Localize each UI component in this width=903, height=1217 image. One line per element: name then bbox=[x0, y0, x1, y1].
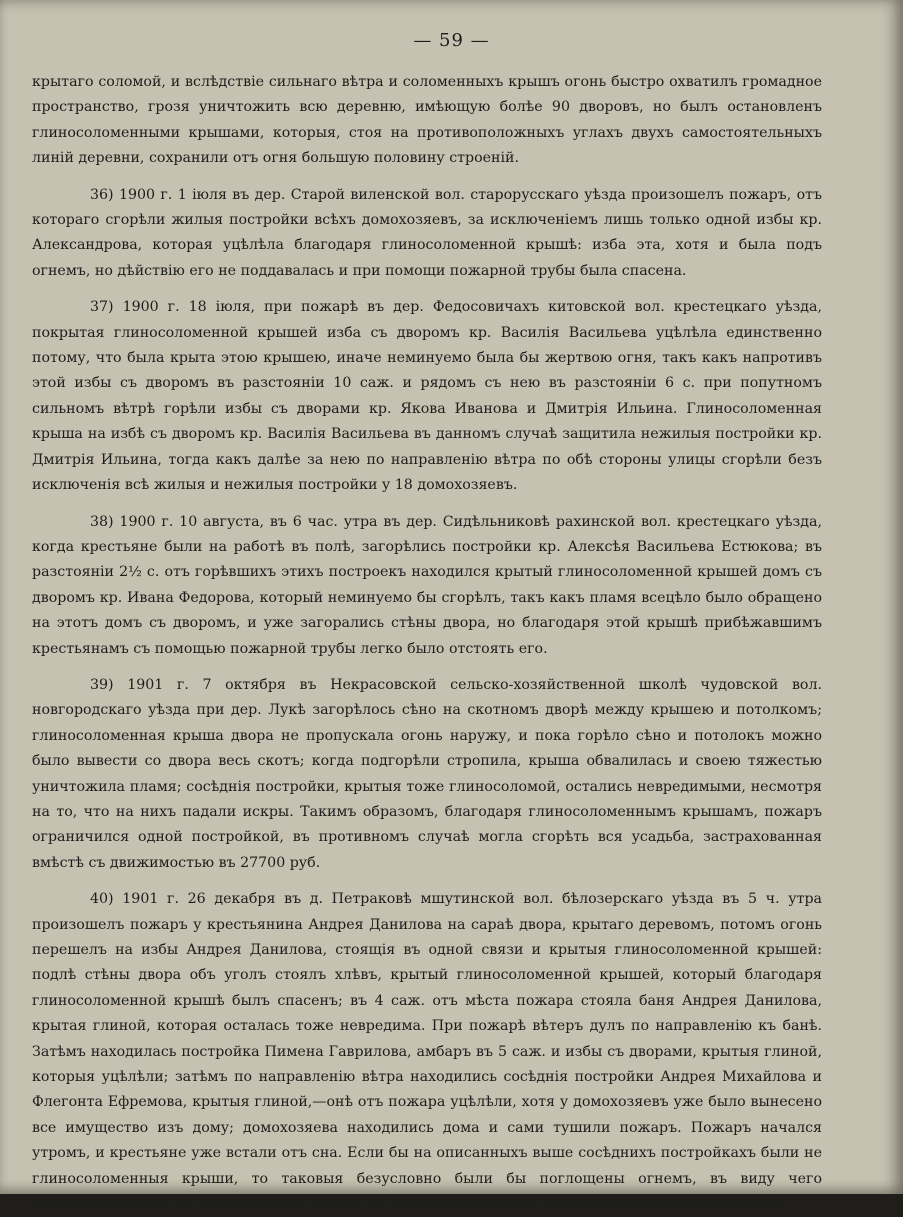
paragraph-40: 40) 1901 г. 26 декабря въ д. Петраковѣ мшутинской вол. бѣлозерскаго уѣзда въ 5 ч. утра произошелъ пожаръ у крестьянина Андрея Данилова на сараѣ двора, крытаго деревомъ, потомъ огонь перешелъ на избы Андрея Данилова, стоящія въ одной связи и крытыя глиносоломенной крышей: подлѣ стѣны двора объ уголъ стоялъ хлѣвъ, крытый глиносоломенной крышей, который благодаря глиносоломенной крышѣ былъ спасенъ; въ 4 саж. отъ мѣста пожара стояла баня Андрея Данилова, крытая глиной, которая осталась тоже невредима. При пожарѣ вѣтеръ дулъ по направленію къ банѣ. Затѣмъ находилась постройка Пимена Гаврилова, амбаръ въ 5 саж. и избы съ дворами, крытыя глиной, которыя уцѣлѣли; затѣмъ по направленію вѣтра находились сосѣднія постройки Андрея Михайлова и Флегонта Ефремова, крытыя глиной,—онѣ отъ пожара уцѣлѣли, хотя у домохозяевъ уже было вынесено все имущество изъ дому; домохозяева находились дома и сами тушили пожаръ. Пожаръ начался утромъ, и крестьяне уже встали отъ сна. Если бы на описанныхъ выше сосѣднихъ постройкахъ были не глиносоломенныя крыши, то таковыя безусловно были бы поглощены огнемъ, въ виду чего распространеніе глиносоломенныхъ крышъ въ противопожарномъ отношеніи крайне желательно и bbox=[32, 891, 822, 1213]
paragraph-36: 36) 1900 г. 1 іюля въ дер. Старой виленской вол. старорусскаго уѣзда произошелъ пожаръ, отъ котораго сгорѣли жилыя постройки всѣхъ домохозяевъ, за исключеніемъ лишь только одной избы кр. Александрова, которая уцѣлѣла благодаря глиносоломенной крышѣ: изба эта, хотя и была подъ огнемъ, но дѣйствію его не поддавалась и при помощи пожарной трубы была спасена. bbox=[32, 186, 822, 279]
paragraph-37: 37) 1900 г. 18 іюля, при пожарѣ въ дер. Федосовичахъ китовской вол. крестецкаго уѣзда, покрытая глиносоломенной крышей изба съ дворомъ кр. Василія Васильева уцѣлѣла единственно потому, что была крыта этою крышею, иначе неминуемо была бы жертвою огня, такъ какъ напротивъ этой избы съ дворомъ въ разстояніи 10 саж. и рядомъ съ нею въ разстояніи 6 с. при попутномъ сильномъ вѣтрѣ горѣли избы съ дворами кр. Якова Иванова и Дмитрія Ильина. Глиносоломенная крыша на избѣ съ дворомъ кр. Василія Васильева въ данномъ случаѣ защитила нежилыя постройки кр. Дмитрія Ильина, тогда какъ далѣе за нею по направленію вѣтра по обѣ стороны улицы сгорѣли безъ исключенія всѣ жилыя и нежилыя постройки у 18 домохозяевъ. bbox=[32, 299, 822, 494]
paragraph-38: 38) 1900 г. 10 августа, въ 6 час. утра въ дер. Сидѣльниковѣ рахинской вол. крестецкаго уѣзда, когда крестьяне были на работѣ въ полѣ, загорѣлись постройки кр. Алексѣя Васильева Естюкова; въ разстояніи 2½ с. отъ горѣвшихъ этихъ построекъ находился крытый глиносоломенной крышей домъ съ дворомъ кр. Ивана Федорова, который неминуемо бы сгорѣлъ, такъ какъ пламя всецѣло было обращено на этотъ домъ съ дворомъ, и уже загорались стѣны двора, но благодаря этой крышѣ прибѣжавшимъ крестьянамъ съ помощью пожарной трубы легко было отстоять его. bbox=[32, 513, 822, 657]
paragraph-39: 39) 1901 г. 7 октября въ Некрасовской сельско-хозяйственной школѣ чудовской вол. новгородскаго уѣзда при дер. Лукѣ загорѣлось сѣно на скотномъ дворѣ между крышею и потолкомъ; глиносоломенная крыша двора не пропускала огонь наружу, и пока горѣло сѣно и потолокъ можно было вывести со двора весь скотъ; когда подгорѣли стропила, крыша обвалилась и своею тяжестью уничтожила пламя; сосѣднія постройки, крытыя тоже глиносоломой, остались невредимыми, несмотря на то, что на нихъ падали искры. Такимъ образомъ, благодаря глиносоломеннымъ крышамъ, пожаръ ограничился одной постройкой, въ противномъ случаѣ могла сгорѣть вся усадьба, застрахованная вмѣстѣ съ движимостью въ 27700 руб. bbox=[32, 676, 822, 871]
page-number: — 59 — bbox=[413, 30, 490, 51]
body-text bbox=[32, 70, 822, 1217]
paragraph-continuation: крытаго соломой, и вслѣдствіе сильнаго вѣтра и соломенныхъ крышъ огонь быстро охватилъ громадное пространство, грозя уничтожить всю деревню, имѣющую болѣе 90 дворовъ, но былъ остановленъ глиносоломенными крышами, которыя, стоя на противоположныхъ углахъ двухъ самостоятельныхъ линій деревни, сохранили отъ огня большую половину строеній. bbox=[32, 74, 822, 167]
